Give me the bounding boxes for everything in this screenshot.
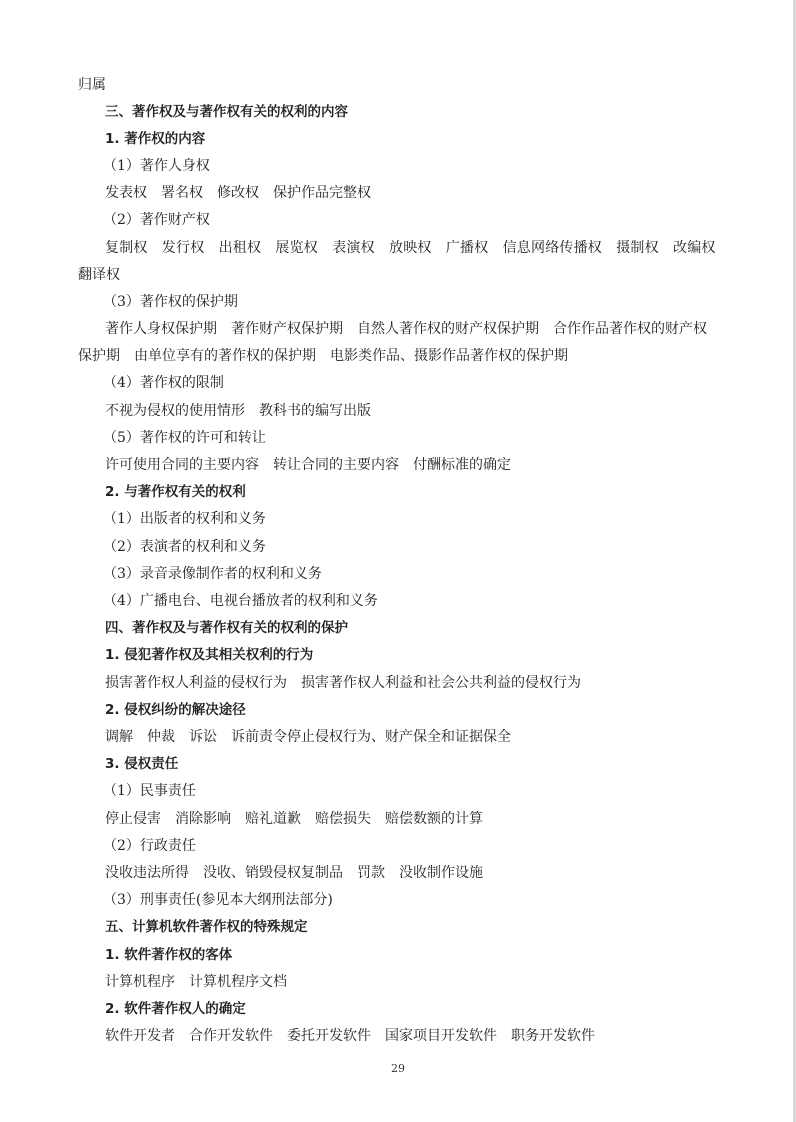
item-heading: （2）表演者的权利和义务	[103, 539, 266, 555]
text-line: 保护期 由单位享有的著作权的保护期 电影类作品、摄影作品著作权的保护期	[78, 348, 568, 364]
text-line: 计算机程序 计算机程序文档	[105, 974, 287, 990]
section-heading: 三、著作权及与著作权有关的权利的内容	[105, 104, 348, 120]
section-heading: 五、计算机软件著作权的特殊规定	[105, 919, 308, 935]
item-heading: （2）行政责任	[103, 838, 196, 854]
item-heading: （3）著作权的保护期	[103, 294, 238, 310]
text-line: 发表权 署名权 修改权 保护作品完整权	[105, 185, 371, 201]
text-line: 软件开发者 合作开发软件 委托开发软件 国家项目开发软件 职务开发软件	[105, 1028, 595, 1044]
item-heading: （4）著作权的限制	[103, 375, 224, 391]
text-line: 翻译权	[78, 267, 120, 283]
item-heading: （2）著作财产权	[103, 212, 210, 228]
section-heading: 四、著作权及与著作权有关的权利的保护	[105, 620, 348, 636]
text-line: 损害著作权人利益的侵权行为 损害著作权人利益和社会公共利益的侵权行为	[105, 675, 581, 691]
subsection-heading: 1. 软件著作权的客体	[105, 947, 233, 963]
text-line: 复制权 发行权 出租权 展览权 表演权 放映权 广播权 信息网络传播权 摄制权 改编权	[105, 240, 716, 256]
text-line: 停止侵害 消除影响 赔礼道歉 赔偿损失 赔偿数额的计算	[105, 811, 483, 827]
item-heading: （1）民事责任	[103, 783, 196, 799]
subsection-heading: 2. 与著作权有关的权利	[105, 484, 246, 500]
item-heading: （5）著作权的许可和转让	[103, 430, 266, 446]
item-heading: （3）刑事责任(参见本大纲刑法部分)	[103, 892, 333, 908]
text-line: 不视为侵权的使用情形 教科书的编写出版	[105, 403, 371, 419]
subsection-heading: 1. 侵犯著作权及其相关权利的行为	[105, 647, 314, 663]
item-heading: （3）录音录像制作者的权利和义务	[103, 566, 322, 582]
item-heading: （1）出版者的权利和义务	[103, 511, 266, 527]
text-line: 归属	[78, 77, 106, 93]
subsection-heading: 2. 软件著作权人的确定	[105, 1001, 246, 1017]
text-line: 许可使用合同的主要内容 转让合同的主要内容 付酬标准的确定	[105, 457, 511, 473]
text-line: 调解 仲裁 诉讼 诉前责令停止侵权行为、财产保全和证据保全	[105, 729, 511, 745]
item-heading: （1）著作人身权	[103, 158, 210, 174]
subsection-heading: 1. 著作权的内容	[105, 131, 206, 147]
text-line: 没收违法所得 没收、销毁侵权复制品 罚款 没收制作设施	[105, 865, 483, 881]
subsection-heading: 3. 侵权责任	[105, 756, 179, 772]
subsection-heading: 2. 侵权纠纷的解决途径	[105, 702, 246, 718]
text-line: 著作人身权保护期 著作财产权保护期 自然人著作权的财产权保护期 合作作品著作权的财产权	[105, 321, 707, 337]
page-number: 29	[391, 1062, 405, 1075]
item-heading: （4）广播电台、电视台播放者的权利和义务	[103, 593, 378, 609]
